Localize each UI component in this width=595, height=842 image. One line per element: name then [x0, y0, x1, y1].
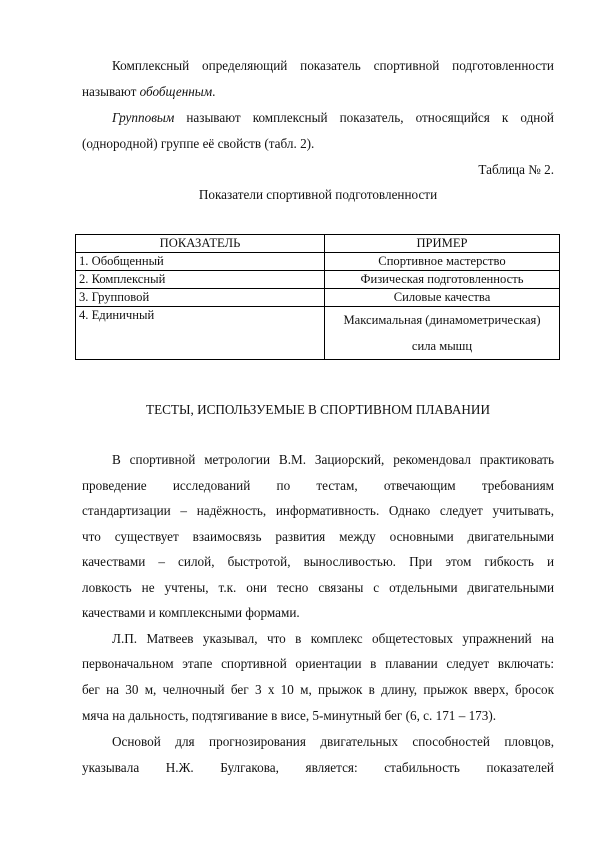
- para2-line: мяча на дальность, подтягивание в висе, 5-минутный бег (6, с. 171 – 173).: [82, 708, 497, 723]
- cell-example: Силовые качества: [325, 289, 560, 307]
- intro-text: Комплексный определяющий показатель спортивной подготовленности: [112, 58, 554, 73]
- para1-line: качествами – силой, быстротой, выносливостью. При этом гибкость и: [82, 554, 554, 569]
- cell-indicator: 2. Комплексный: [76, 271, 325, 289]
- para1-line: стандартизации – надёжность, информативность. Однако следует учитывать,: [82, 503, 554, 518]
- intro-text: называют комплексный показатель, относящийся к одной: [174, 110, 554, 125]
- cell-example: Спортивное мастерство: [325, 253, 560, 271]
- intro-text: (однородной) группе её свойств (табл. 2).: [82, 136, 315, 151]
- cell-indicator: 4. Единичный: [76, 307, 325, 360]
- para2-line: Л.П. Матвеев указывал, что в комплекс общетестовых упражнений на: [112, 631, 554, 646]
- para2-line: первоначальном этапе спортивной ориентации в плавании следует включать:: [82, 656, 554, 671]
- para2-line: бег на 30 м, челночный бег 3 х 10 м, прыжок в длину, прыжок вверх, бросок: [82, 682, 554, 697]
- section-heading: ТЕСТЫ, ИСПОЛЬЗУЕМЫЕ В СПОРТИВНОМ ПЛАВАНИИ: [146, 402, 490, 417]
- cell-example-line: сила мышц: [411, 339, 473, 353]
- para1-line: качествами и комплексными формами.: [82, 605, 300, 620]
- table-row: [76, 307, 560, 360]
- header-indicator: ПОКАЗАТЕЛЬ: [76, 235, 325, 253]
- para1-line: ловкость не учтены, т.к. они тесно связаны с отдельными двигательными: [82, 580, 554, 595]
- indicators-table: [75, 234, 560, 360]
- cell-example-line: Максимальная (динамометрическая): [343, 313, 541, 327]
- table-title: Показатели спортивной подготовленности: [198, 187, 438, 202]
- table-row: [76, 289, 560, 307]
- intro-line-1: [112, 58, 554, 74]
- cell-indicator: 1. Обобщенный: [76, 253, 325, 271]
- table-row: [76, 253, 560, 271]
- para3-line: Основой для прогнозирования двигательных способностей пловцов,: [112, 734, 554, 749]
- table-header-row: [76, 235, 560, 253]
- intro-line-3: [112, 110, 554, 126]
- table-number: Таблица № 2.: [478, 162, 554, 177]
- intro-emphasis: обобщенным: [139, 84, 213, 99]
- intro-line-2: [82, 84, 554, 100]
- intro-text: называют: [82, 84, 140, 99]
- header-example: ПРИМЕР: [325, 235, 560, 253]
- table-row: [76, 271, 560, 289]
- para1-line: что существует взаимосвязь развития между основными двигательными: [82, 529, 554, 544]
- cell-indicator: 3. Групповой: [76, 289, 325, 307]
- cell-example: [325, 307, 560, 360]
- para3-line: указывала Н.Ж. Булгакова, является: стабильность показателей: [82, 760, 554, 775]
- intro-emphasis: Групповым: [112, 110, 175, 125]
- intro-text: .: [212, 84, 216, 99]
- cell-example: Физическая подготовленность: [325, 271, 560, 289]
- para1-line: В спортивной метрологии В.М. Зациорский, рекомендовал практиковать: [112, 452, 554, 467]
- para1-line: проведение исследований по тестам, отвечающим требованиям: [82, 478, 554, 493]
- intro-line-4: [82, 136, 554, 152]
